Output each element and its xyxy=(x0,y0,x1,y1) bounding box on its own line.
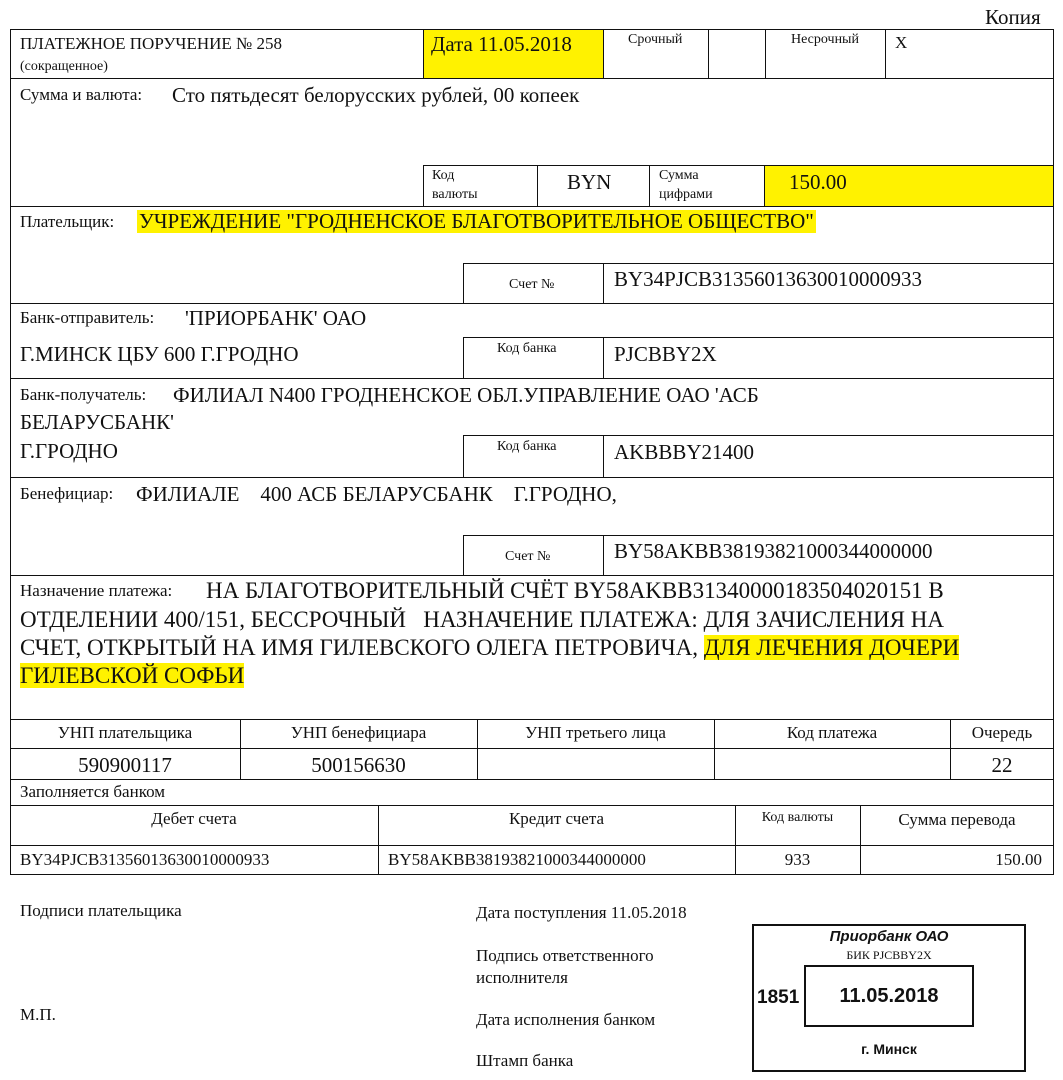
amount-in-words: Сто пятьдесят белорусских рублей, 00 копеек xyxy=(172,83,580,107)
beneficiary-account: BY58AKBB38193821000344000000 xyxy=(614,539,933,563)
purpose-highlight: ДЛЯ ЛЕЧЕНИЯ ДОЧЕРИ xyxy=(703,635,960,660)
sender-bank-code-label: Код банка xyxy=(497,341,557,356)
unp-payer-header: УНП плательщика xyxy=(57,723,193,742)
queue-value: 22 xyxy=(991,753,1013,777)
stamp-number: 1851 xyxy=(757,987,800,1008)
stamp-bank-name: Приорбанк ОАО xyxy=(829,928,949,945)
sender-bank-label: Банк-отправитель: xyxy=(20,308,155,327)
purpose-line-1: НА БЛАГОТВОРИТЕЛЬНЫЙ СЧЁТ BY58AKBB31340000183504020151 В xyxy=(206,578,944,603)
credit-header: Кредит счета xyxy=(508,809,605,828)
stamp-bik: БИК PJCBBY2X xyxy=(846,948,932,962)
beneficiary-name: ФИЛИАЛЕ 400 АСБ БЕЛАРУСБАНК Г.ГРОДНО, xyxy=(136,482,617,506)
bank-section-label: Заполняется банком xyxy=(20,782,166,801)
payer-label: Плательщик: xyxy=(20,212,115,231)
debit-account: BY34PJCB31356013630010000933 xyxy=(20,850,270,869)
responsible-signature-label: Подпись ответственного xyxy=(476,946,654,965)
beneficiary-label: Бенефициар: xyxy=(20,484,114,503)
payer-signatures-label: Подписи плательщика xyxy=(20,901,182,920)
payer-account: BY34PJCB31356013630010000933 xyxy=(614,267,923,291)
urgent-label: Срочный xyxy=(628,32,683,47)
recipient-bank-city: Г.ГРОДНО xyxy=(20,439,118,463)
recipient-bank-name: ФИЛИАЛ N400 ГРОДНЕНСКОЕ ОБЛ.УПРАВЛЕНИЕ ОАО 'АСБ xyxy=(173,383,759,407)
payer-account-label: Счет № xyxy=(509,277,555,292)
recipient-bank-code-label: Код банка xyxy=(497,439,557,454)
document-title: ПЛАТЕЖНОЕ ПОРУЧЕНИЕ № 258 xyxy=(20,34,282,53)
recipient-bank-label: Банк-получатель: xyxy=(20,385,147,404)
bank-currency-code-header: Код валюты xyxy=(761,810,834,825)
sender-bank-name: 'ПРИОРБАНК' ОАО xyxy=(185,306,367,330)
sender-bank-branch: Г.МИНСК ЦБУ 600 Г.ГРОДНО xyxy=(20,342,299,366)
unp-beneficiary-value: 500156630 xyxy=(311,753,406,777)
credit-account: BY58AKBB38193821000344000000 xyxy=(388,850,646,869)
transfer-amount: 150.00 xyxy=(995,850,1042,869)
execution-date-label: Дата исполнения банком xyxy=(476,1010,656,1029)
currency-code-label: Код xyxy=(432,168,455,183)
bank-currency-code: 933 xyxy=(784,850,811,869)
debit-header: Дебет счета xyxy=(151,809,237,828)
transfer-amount-header: Сумма перевода xyxy=(898,810,1016,829)
queue-header: Очередь xyxy=(971,723,1033,742)
sum-label: Сумма xyxy=(659,168,699,183)
document-subtitle: (сокращенное) xyxy=(20,59,108,74)
unp-payer-value: 590900117 xyxy=(78,753,172,777)
payer-name: УЧРЕЖДЕНИЕ "ГРОДНЕНСКОЕ БЛАГОТВОРИТЕЛЬНОЕ ОБЩЕСТВО" xyxy=(139,209,814,233)
non-urgent-mark[interactable]: X xyxy=(895,33,908,52)
stamp-city: г. Минск xyxy=(861,1041,917,1057)
currency-code: BYN xyxy=(567,170,612,194)
purpose-line-4: ГИЛЕВСКОЙ СОФЬИ xyxy=(20,663,245,688)
mp-label: М.П. xyxy=(20,1005,56,1024)
purpose-line-2: ОТДЕЛЕНИИ 400/151, БЕССРОЧНЫЙ НАЗНАЧЕНИЕ ПЛАТЕЖА: ДЛЯ ЗАЧИСЛЕНИЯ НА xyxy=(20,607,944,632)
unp-third-party-header: УНП третьего лица xyxy=(525,723,666,742)
recipient-bank-code: AKBBBY21400 xyxy=(614,440,755,464)
bank-stamp-label: Штамп банка xyxy=(476,1051,574,1070)
unp-beneficiary-header: УНП бенефициара xyxy=(290,723,427,742)
sum-value: 150.00 xyxy=(789,170,847,194)
stamp-date: 11.05.2018 xyxy=(839,985,939,1007)
amount-label: Сумма и валюта: xyxy=(20,85,143,104)
payment-code-header: Код платежа xyxy=(786,723,878,742)
copy-label: Копия xyxy=(985,5,1041,29)
sender-bank-code: PJCBBY2X xyxy=(614,342,717,366)
header-divider xyxy=(10,78,1054,79)
receipt-date: Дата поступления 11.05.2018 xyxy=(476,903,687,922)
non-urgent-label: Несрочный xyxy=(791,32,859,47)
document-date: Дата 11.05.2018 xyxy=(431,32,572,56)
beneficiary-account-label: Счет № xyxy=(505,549,551,564)
purpose-line-3: СЧЕТ, ОТКРЫТЫЙ НА ИМЯ ГИЛЕВСКОГО ОЛЕГА ПЕТРОВИЧА, ДЛЯ ЛЕЧЕНИЯ ДОЧЕРИ xyxy=(20,635,960,660)
purpose-label: Назначение платежа: xyxy=(20,581,173,600)
